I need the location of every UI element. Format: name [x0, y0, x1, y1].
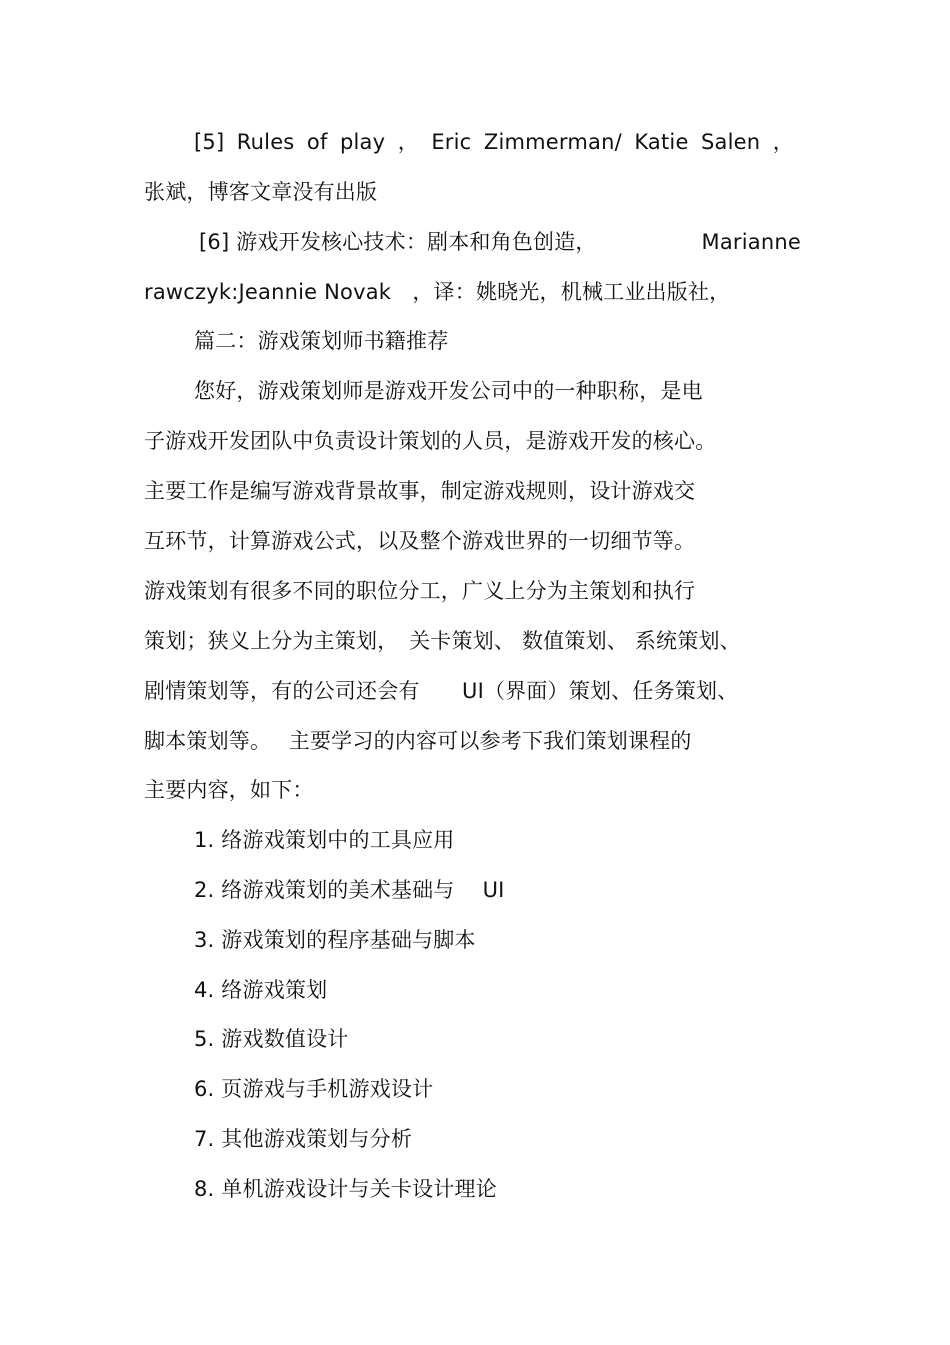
reference-5-part: Rules — [236, 130, 295, 154]
body-line: 互环节，计算游戏公式，以及整个游戏世界的一切细节等。 — [144, 529, 696, 553]
list-item: 3. 游戏策划的程序基础与脚本 — [194, 928, 476, 952]
reference-5-part: Zimmerman/ — [483, 130, 622, 154]
reference-5-part: ， — [397, 130, 419, 154]
body-line: 策划；狭义上分为主策划， 关卡策划、 数值策划、 系统策划、 — [144, 629, 741, 653]
list-item: 6. 页游戏与手机游戏设计 — [194, 1077, 434, 1101]
reference-6-line — [199, 227, 801, 257]
body-line: 子游戏开发团队中负责设计策划的人员，是游戏开发的核心。 — [144, 429, 717, 453]
reference-5-part: [5] — [194, 130, 225, 154]
body-line: 剧情策划等，有的公司还会有 UI（界面）策划、任务策划、 — [144, 679, 739, 703]
body-line: 主要内容，如下： — [144, 778, 314, 802]
reference-5-part: play — [339, 130, 386, 154]
reference-6-right: Marianne — [701, 230, 801, 254]
reference-6-left: [6] 游戏开发核心技术：剧本和角色创造， — [199, 230, 597, 254]
body-line: 主要工作是编写游戏背景故事，制定游戏规则，设计游戏交 — [144, 479, 696, 503]
section-title: 篇二：游戏策划师书籍推荐 — [194, 329, 449, 353]
reference-6-continuation: rawczyk:Jeannie Novak ，译：姚晓光，机械工业出版社， — [144, 280, 731, 304]
reference-5-line — [194, 127, 794, 157]
list-item: 4. 络游戏策划 — [194, 978, 328, 1002]
list-item: 5. 游戏数值设计 — [194, 1027, 349, 1051]
list-item: 2. 络游戏策划的美术基础与 UI — [194, 878, 505, 902]
reference-5-part: Salen — [701, 130, 761, 154]
list-item: 8. 单机游戏设计与关卡设计理论 — [194, 1177, 497, 1201]
body-line: 脚本策划等。 主要学习的内容可以参考下我们策划课程的 — [144, 729, 692, 753]
reference-5-part: ， — [772, 130, 794, 154]
reference-5-part: Eric — [431, 130, 472, 154]
reference-5-part: of — [306, 130, 328, 154]
body-line: 游戏策划有很多不同的职位分工，广义上分为主策划和执行 — [144, 579, 696, 603]
list-item: 1. 络游戏策划中的工具应用 — [194, 828, 455, 852]
list-item: 7. 其他游戏策划与分析 — [194, 1127, 413, 1151]
body-line: 您好，游戏策划师是游戏开发公司中的一种职称，是电 — [194, 379, 703, 403]
reference-5-continuation: 张斌，博客文章没有出版 — [144, 180, 378, 204]
reference-5-part: Katie — [634, 130, 689, 154]
